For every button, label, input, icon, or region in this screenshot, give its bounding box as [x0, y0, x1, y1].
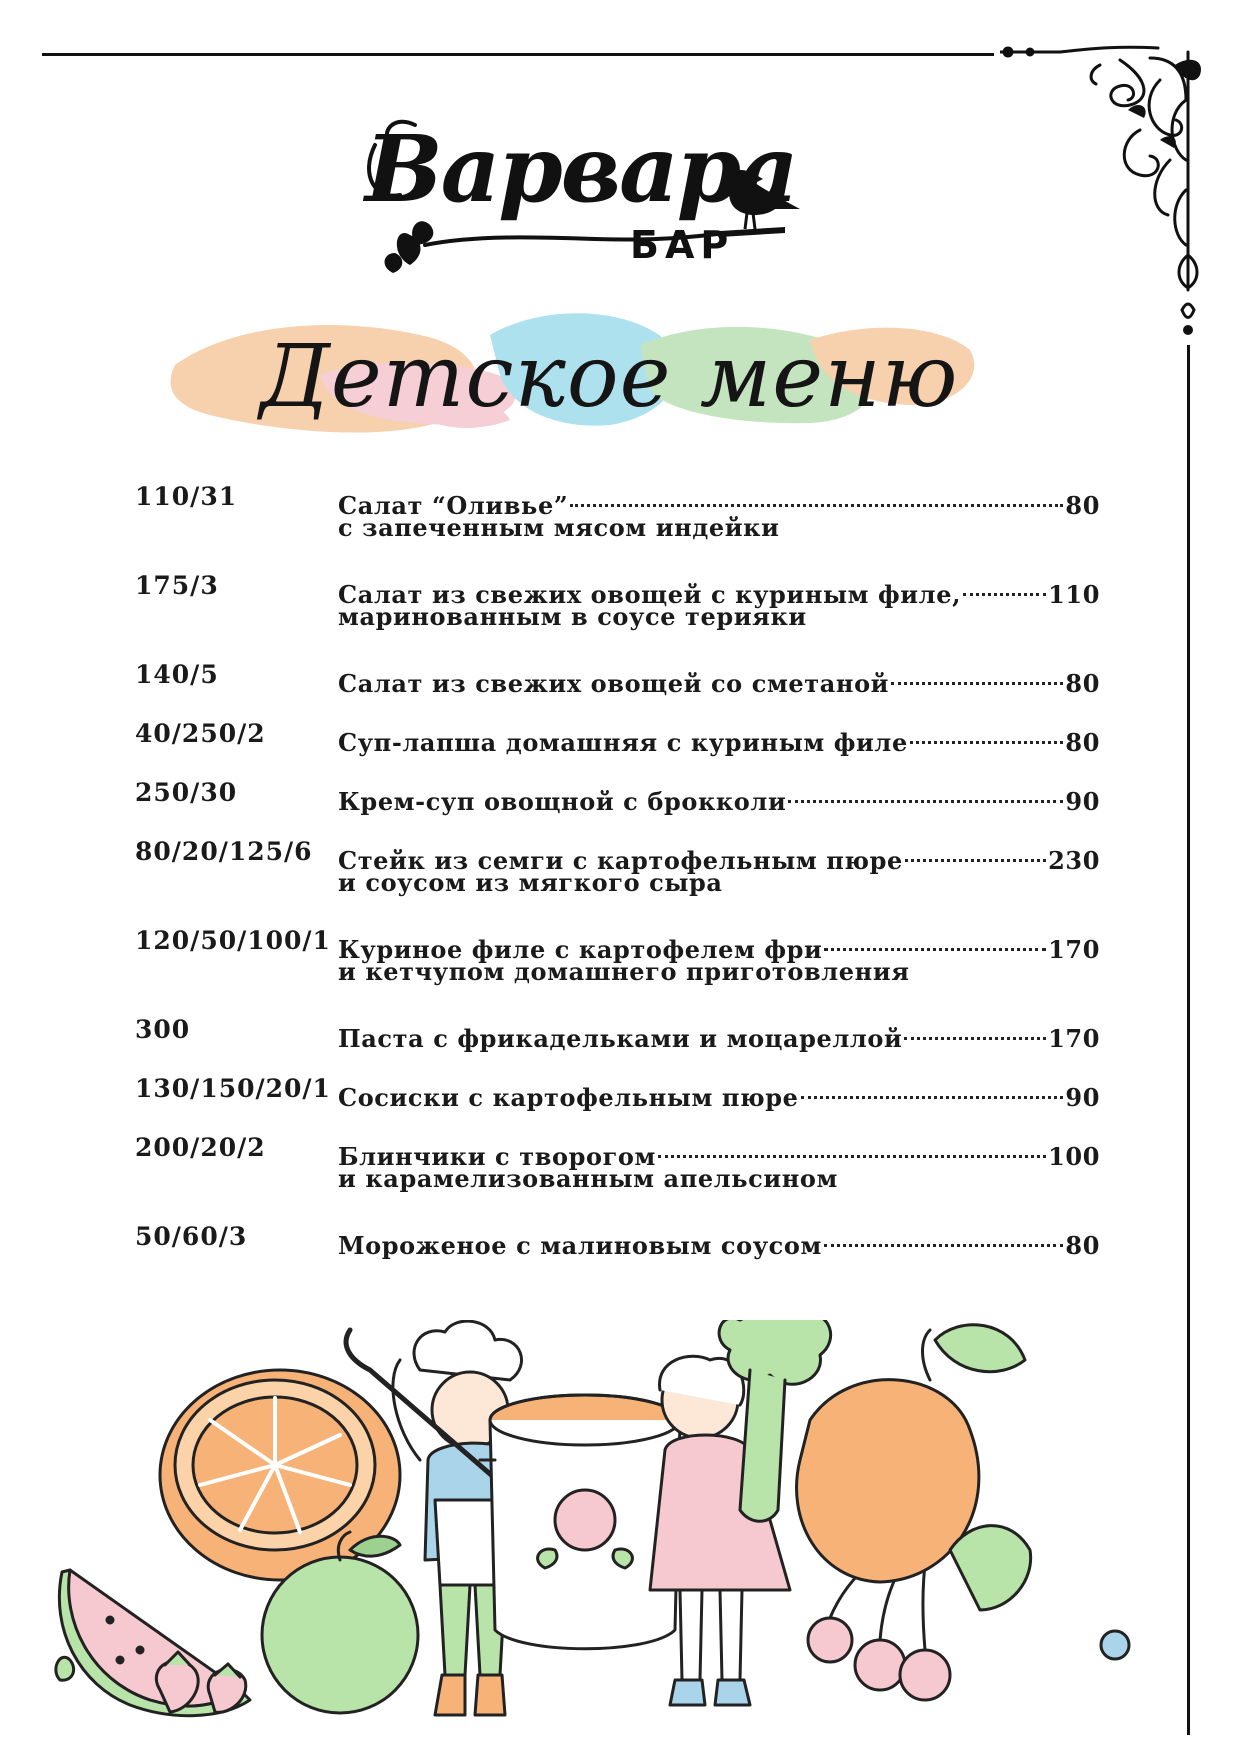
item-weight: 110/31	[135, 482, 238, 511]
item-name: Сосиски с картофельным пюре	[338, 1082, 799, 1112]
item-weight: 80/20/125/6	[135, 837, 313, 866]
item-description: и карамелизованным апельсином	[338, 1164, 838, 1193]
item-weight: 40/250/2	[135, 719, 266, 748]
item-name: Салат из свежих овощей со сметаной	[338, 668, 890, 698]
item-name: Крем-суп овощной с брокколи	[338, 786, 787, 816]
item-price: 230	[1048, 845, 1100, 875]
brand-subtitle: БАР	[630, 223, 735, 267]
item-price: 90	[1065, 786, 1100, 816]
leader-dots	[801, 1067, 1064, 1099]
item-description: и соусом из мягкого сыра	[338, 868, 723, 897]
leader-dots	[570, 475, 1063, 507]
item-price: 80	[1065, 668, 1100, 698]
item-weight: 50/60/3	[135, 1222, 248, 1251]
item-weight: 250/30	[135, 778, 238, 807]
item-price: 80	[1065, 490, 1100, 520]
item-name: Паста с фрикадельками и моцареллой	[338, 1023, 903, 1053]
item-name: Куриное филе с картофелем фри	[338, 934, 823, 964]
brand-logo	[355, 105, 855, 275]
item-description: и кетчупом домашнего приготовления	[338, 957, 910, 986]
menu-title-block	[170, 305, 1020, 465]
item-price: 110	[1048, 579, 1100, 609]
leader-dots	[904, 1008, 1046, 1040]
pistachio-icon	[56, 1657, 74, 1680]
item-description: с запеченным мясом индейки	[338, 513, 780, 542]
item-name: Мороженое с малиновым соусом	[338, 1230, 822, 1260]
leader-dots	[824, 1215, 1063, 1247]
leader-dots	[910, 712, 1064, 744]
item-name: Суп-лапша домашняя с куриным филе	[338, 727, 908, 757]
item-weight: 120/50/100/1	[135, 926, 331, 955]
leader-dots	[824, 919, 1046, 951]
leader-dots	[905, 830, 1046, 862]
leader-dots	[788, 771, 1063, 803]
right-border-line	[1187, 345, 1190, 1735]
item-name: Салат из свежих овощей с куриным филе,	[338, 579, 962, 609]
item-price: 90	[1065, 1082, 1100, 1112]
item-weight: 200/20/2	[135, 1133, 266, 1162]
leader-dots	[963, 564, 1046, 596]
kids-cooking-illustration	[50, 1320, 1170, 1740]
flower-icon	[1101, 1631, 1129, 1659]
item-name: Блинчики с творогом	[338, 1141, 656, 1171]
brand-name: Варвара	[365, 115, 797, 223]
item-name: Стейк из семги с картофельным пюре	[338, 845, 903, 875]
corner-ornament-icon	[1000, 40, 1210, 340]
item-price: 100	[1048, 1141, 1100, 1171]
top-border-line	[42, 53, 994, 56]
item-weight: 300	[135, 1015, 191, 1044]
item-name: Салат “Оливье”	[338, 490, 569, 520]
item-weight: 130/150/20/1	[135, 1074, 331, 1103]
item-price: 80	[1065, 1230, 1100, 1260]
leader-dots	[658, 1126, 1046, 1158]
item-price: 170	[1048, 934, 1100, 964]
menu-title: Детское меню	[260, 327, 959, 427]
item-description: маринованным в соусе терияки	[338, 602, 807, 631]
item-weight: 175/3	[135, 571, 219, 600]
peach-icon	[797, 1325, 1031, 1610]
item-weight: 140/5	[135, 660, 219, 689]
item-price: 80	[1065, 727, 1100, 757]
leader-dots	[891, 653, 1063, 685]
item-price: 170	[1048, 1023, 1100, 1053]
